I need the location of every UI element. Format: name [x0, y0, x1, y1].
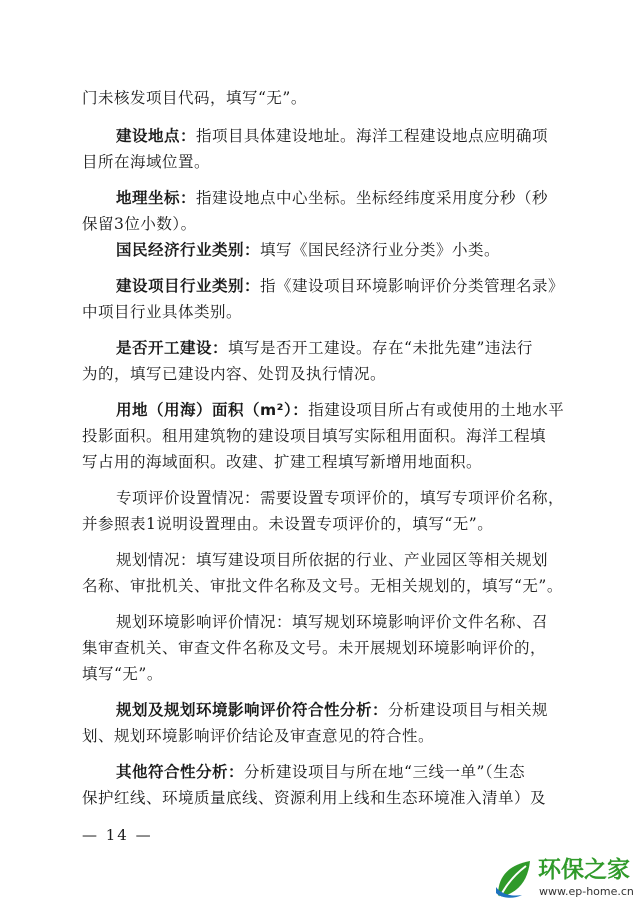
- text-line: 门未核发项目代码，填写“无”。: [82, 89, 307, 107]
- text-line: [116, 240, 500, 260]
- body-text: 指建设地点中心坐标。坐标经纬度采用度分秒（秒: [196, 189, 549, 207]
- text-line: 名称、审批机关、审批文件名称及文号。无相关规划的，填写“无”。: [82, 577, 563, 595]
- term-label: 专项评价设置情况：: [116, 489, 261, 507]
- text-line: 中项目行业具体类别。: [82, 303, 243, 321]
- text-line: 并参照表1说明设置理由。未设置专项评价的，填写“无”。: [82, 515, 494, 533]
- text-line: [116, 550, 548, 570]
- body-text: 分析建设项目与相关规: [388, 701, 549, 719]
- term-label: 其他符合性分析：: [116, 763, 245, 781]
- text-line: [116, 188, 548, 208]
- text-line: 划、规划环境影响评价结论及审查意见的符合性。: [82, 727, 435, 745]
- text-line: [116, 612, 548, 632]
- body-text: 填写规划环境影响评价文件名称、召: [292, 613, 549, 631]
- watermark-title: 环保之家: [538, 857, 630, 883]
- text-line: 写占用的海域面积。改建、扩建工程填写新增用地面积。: [82, 453, 483, 471]
- page-number: — 14 —: [82, 826, 153, 844]
- body-text: 指《建设项目环境影响评价分类管理名录》: [260, 277, 565, 295]
- text-line: [116, 276, 564, 296]
- text-line: 投影面积。租用建筑物的建设项目填写实际租用面积。海洋工程填: [82, 427, 547, 445]
- term-label: 用地（用海）面积（m²）：: [116, 401, 309, 419]
- body-text: 指建设项目所占有或使用的土地水平: [308, 401, 565, 419]
- body-text: 需要设置专项评价的，填写专项评价名称，: [260, 489, 565, 507]
- text-line: [116, 700, 548, 720]
- text-line: 保护红线、环境质量底线、资源利用上线和生态环境准入清单）及: [82, 789, 547, 807]
- text-line: [116, 338, 533, 358]
- text-line: [116, 400, 564, 420]
- term-label: 规划及规划环境影响评价符合性分析：: [116, 701, 389, 719]
- text-line: [116, 488, 564, 508]
- text-line: 为的，填写已建设内容、处罚及执行情况。: [82, 365, 387, 383]
- text-line: 保留3位小数）。: [82, 215, 197, 233]
- leaf-logo-icon: [492, 857, 536, 901]
- text-line: [116, 126, 548, 146]
- text-line: 目所在海域位置。: [82, 153, 211, 171]
- site-watermark: [492, 855, 640, 905]
- body-text: 填写是否开工建设。存在“未批先建”违法行: [228, 339, 533, 357]
- body-text: 分析建设项目与所在地“三线一单”（生态: [244, 763, 526, 781]
- body-text: 填写《国民经济行业分类》小类。: [260, 241, 501, 259]
- body-text: 指项目具体建设地址。海洋工程建设地点应明确项: [196, 127, 549, 145]
- term-label: 规划环境影响评价情况：: [116, 613, 293, 631]
- term-label: 地理坐标：: [116, 189, 197, 207]
- term-label: 规划情况：: [116, 551, 197, 569]
- text-line: 集审查机关、审查文件名称及文号。未开展规划环境影响评价的，: [82, 639, 547, 657]
- term-label: 是否开工建设：: [116, 339, 229, 357]
- text-line: 填写“无”。: [82, 665, 163, 683]
- term-label: 建设地点：: [116, 127, 197, 145]
- term-label: 国民经济行业类别：: [116, 241, 261, 259]
- body-text: 填写建设项目所依据的行业、产业园区等相关规划: [196, 551, 549, 569]
- text-line: [116, 762, 525, 782]
- term-label: 建设项目行业类别：: [116, 277, 261, 295]
- watermark-url: www.ep-home.cn: [539, 885, 634, 898]
